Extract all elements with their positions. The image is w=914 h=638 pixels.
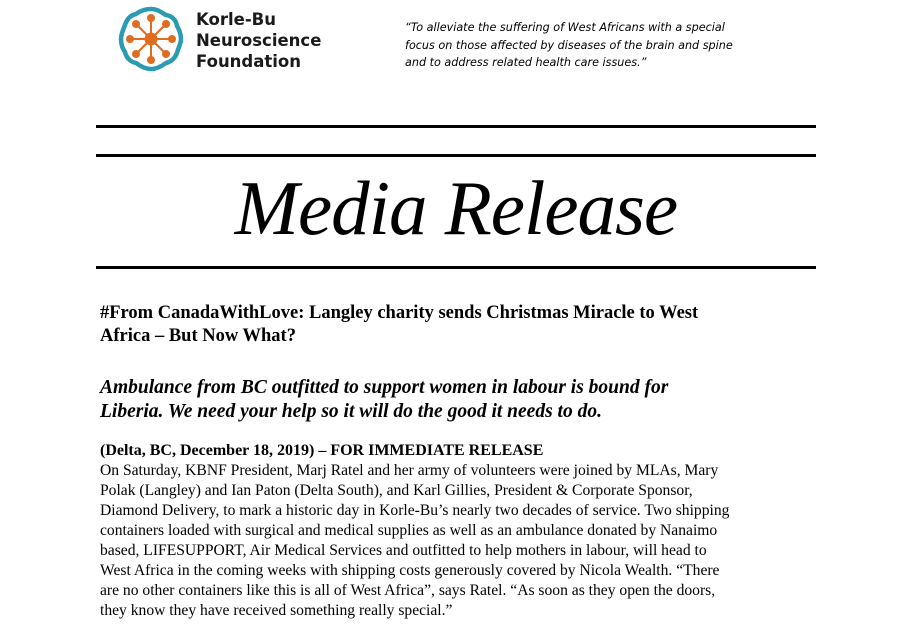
headline [100, 302, 800, 348]
subheadline-line: Ambulance from BC outfitted to support women in labour is bound for [100, 377, 669, 398]
mission-statement [405, 19, 805, 72]
body-line: they know they have received something really special.” [100, 602, 453, 619]
body-paragraph [100, 461, 818, 621]
subheadline-line: Liberia. We need your help so it will do the good it needs to do. [100, 401, 602, 422]
org-name-line: Neuroscience [196, 31, 322, 50]
org-name-line: Korle-Bu [196, 10, 276, 29]
headline-line: Africa – But Now What? [100, 326, 296, 346]
mission-line: and to address related health care issues.” [405, 56, 647, 69]
dateline: (Delta, BC, December 18, 2019) – FOR IMMEDIATE RELEASE [100, 442, 544, 459]
mission-line: “To alleviate the suffering of West Africans with a special [405, 21, 725, 34]
organization-name [196, 9, 321, 72]
body-line: On Saturday, KBNF President, Marj Ratel and her army of volunteers were joined by MLAs, Mary [100, 462, 719, 479]
mission-line: focus on those affected by diseases of the brain and spine [405, 38, 733, 52]
title-bottom-divider [96, 266, 816, 269]
body-line: Diamond Delivery, to mark a historic day in Korle-Bu’s nearly two decades of service. Two shipping [100, 502, 730, 519]
headline-line: #From CanadaWithLove: Langley charity sends Christmas Miracle to West [100, 303, 699, 323]
org-name-line: Foundation [196, 52, 302, 71]
body-line: containers loaded with surgical and medical supplies as well as an ambulance donated by Nanaimo [100, 522, 718, 539]
top-divider [96, 125, 816, 128]
subheadline [100, 376, 800, 424]
title-top-divider [96, 154, 816, 157]
body-line: are no other containers like this is all of West Africa”, says Ratel. “As soon as they open the doors, [100, 582, 716, 599]
page-title: Media Release [234, 165, 678, 251]
foundation-logo-icon [118, 6, 184, 72]
body-line: West Africa in the coming weeks with shipping costs generously covered by Nicola Wealth. “There [100, 562, 720, 579]
body-line: based, LIFESUPPORT, Air Medical Services and outfitted to help mothers in labour, will head to [100, 542, 707, 559]
body-line: Polak (Langley) and Ian Paton (Delta South), and Karl Gillies, President & Corporate Sponsor, [100, 482, 693, 499]
